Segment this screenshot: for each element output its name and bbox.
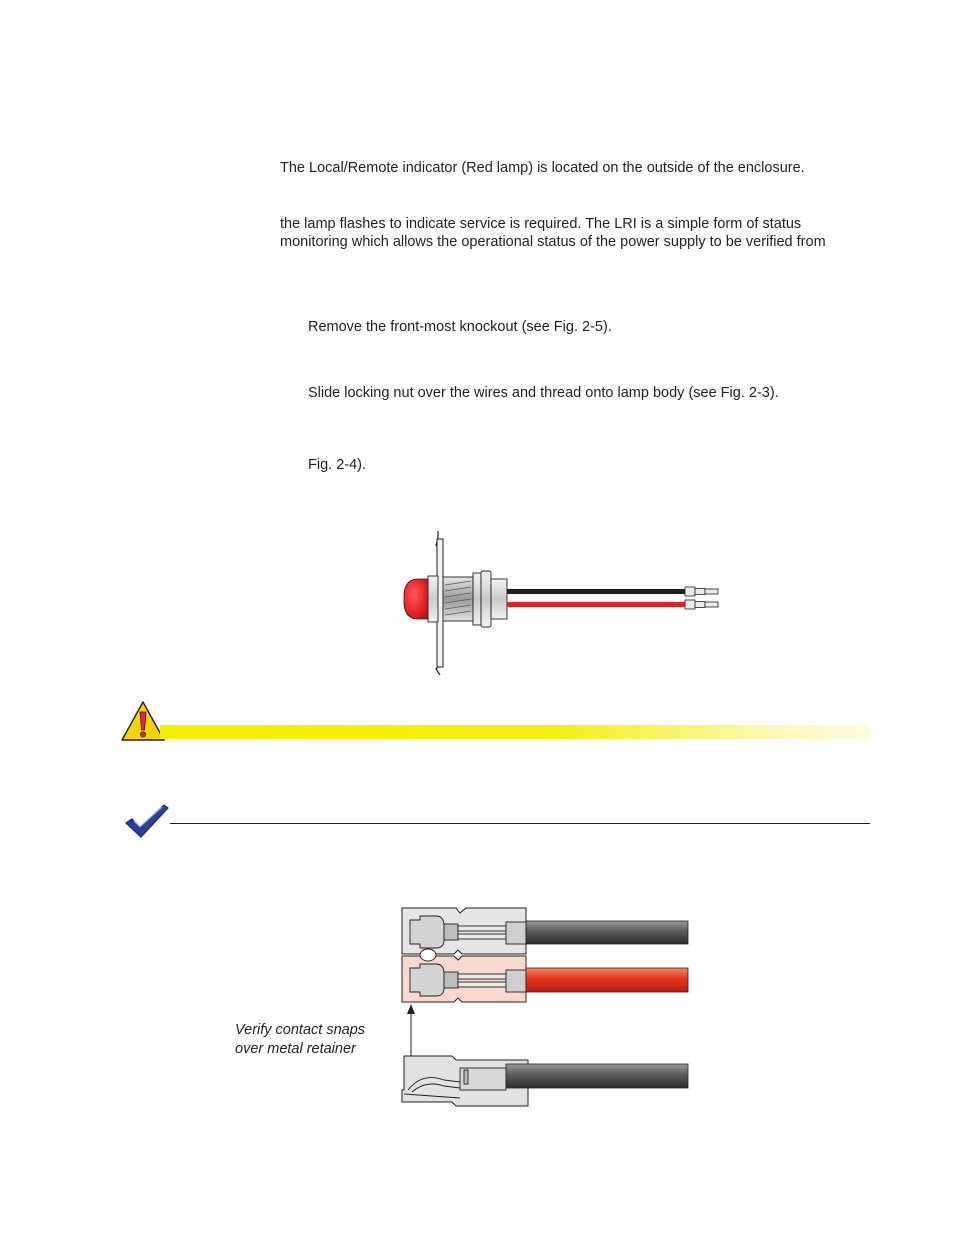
paragraph-lri-description-line2: monitoring which allows the operational status of the power supply to be verified from <box>280 234 826 250</box>
gray-wire-upper <box>526 921 688 944</box>
checkmark-icon <box>124 803 170 839</box>
black-wire <box>507 589 685 594</box>
lamp-assembly-figure <box>395 527 725 677</box>
note-divider <box>170 823 870 824</box>
caution-bar <box>160 725 870 739</box>
step-remove-knockout: Remove the front-most knockout (see Fig. 2-5). <box>308 319 612 335</box>
figure-caption-line1: Verify contact snaps <box>235 1022 366 1038</box>
figure-caption-line2: over metal retainer <box>235 1041 356 1057</box>
red-lamp-lens <box>404 579 429 619</box>
red-wire-connector <box>526 968 688 992</box>
gray-wire-lower <box>506 1064 688 1088</box>
paragraph-lri-location: The Local/Remote indicator (Red lamp) is located on the outside of the enclosure. <box>280 160 805 176</box>
wire-terminals <box>685 587 718 609</box>
step-figure-reference: Fig. 2-4). <box>308 457 367 473</box>
red-wire <box>507 602 685 607</box>
paragraph-lri-description-line1: the lamp flashes to indicate service is required. The LRI is a simple form of status <box>280 216 802 232</box>
connector-figure <box>398 904 693 1110</box>
step-slide-locking-nut: Slide locking nut over the wires and thread onto lamp body (see Fig. 2-3). <box>308 385 779 401</box>
